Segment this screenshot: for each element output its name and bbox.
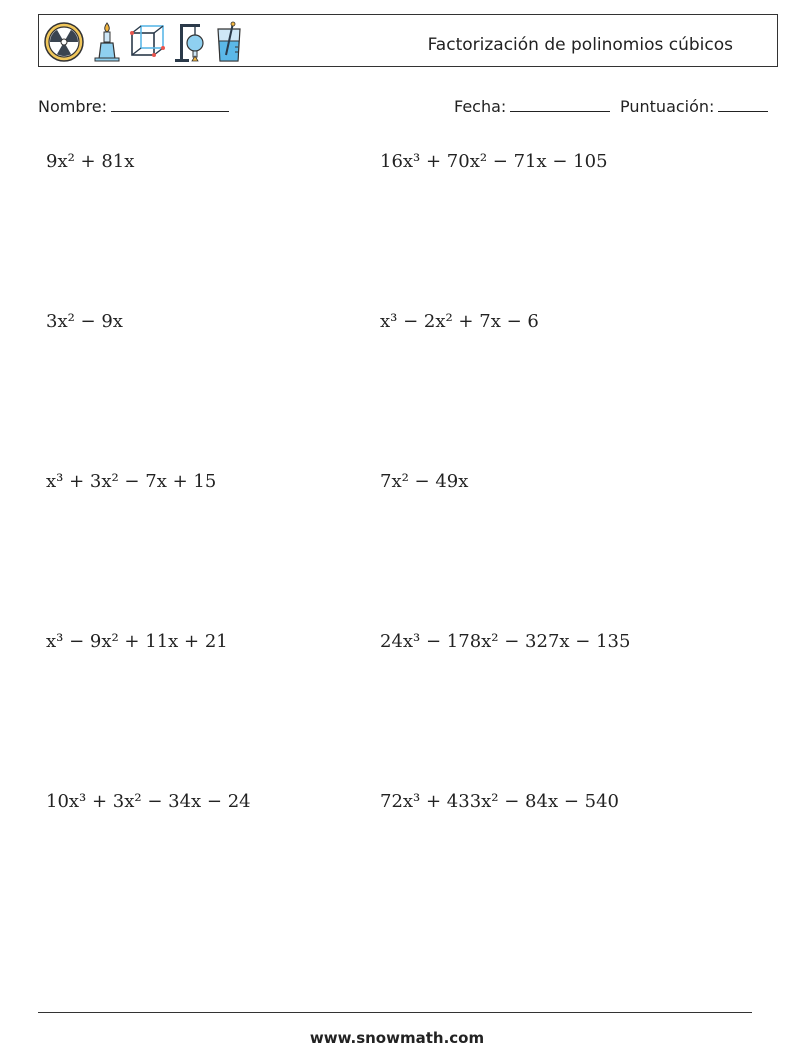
problem-6: 7x² − 49x — [380, 471, 469, 492]
date-field — [454, 95, 610, 116]
cube-frame-icon — [129, 21, 167, 63]
problem-9: 10x³ + 3x² − 34x − 24 — [46, 791, 251, 812]
date-label: Fecha: — [454, 97, 507, 116]
score-blank[interactable] — [718, 95, 768, 112]
score-label: Puntuación: — [620, 97, 715, 116]
date-blank[interactable] — [510, 95, 610, 112]
worksheet-title: Factorización de polinomios cúbicos — [427, 35, 733, 55]
radiation-icon — [43, 21, 85, 63]
beaker-icon — [213, 21, 245, 63]
problem-3: 3x² − 9x — [46, 311, 123, 332]
problem-4: x³ − 2x² + 7x − 6 — [380, 311, 539, 332]
header-box — [38, 14, 778, 67]
score-field — [620, 95, 768, 116]
name-label: Nombre: — [38, 97, 107, 116]
problem-7: x³ − 9x² + 11x + 21 — [46, 631, 228, 652]
footer-url[interactable]: www.snowmath.com — [309, 1029, 485, 1047]
name-blank[interactable] — [111, 95, 229, 112]
header-icons — [43, 21, 245, 63]
problem-1: 9x² + 81x — [46, 151, 135, 172]
bunsen-burner-icon — [91, 21, 123, 63]
problem-5: x³ + 3x² − 7x + 15 — [46, 471, 217, 492]
problem-8: 24x³ − 178x² − 327x − 135 — [380, 631, 631, 652]
problem-10: 72x³ + 433x² − 84x − 540 — [380, 791, 619, 812]
problem-2: 16x³ + 70x² − 71x − 105 — [380, 151, 608, 172]
name-field — [38, 95, 229, 116]
lab-stand-flask-icon — [173, 21, 207, 63]
footer-divider — [38, 1012, 752, 1013]
